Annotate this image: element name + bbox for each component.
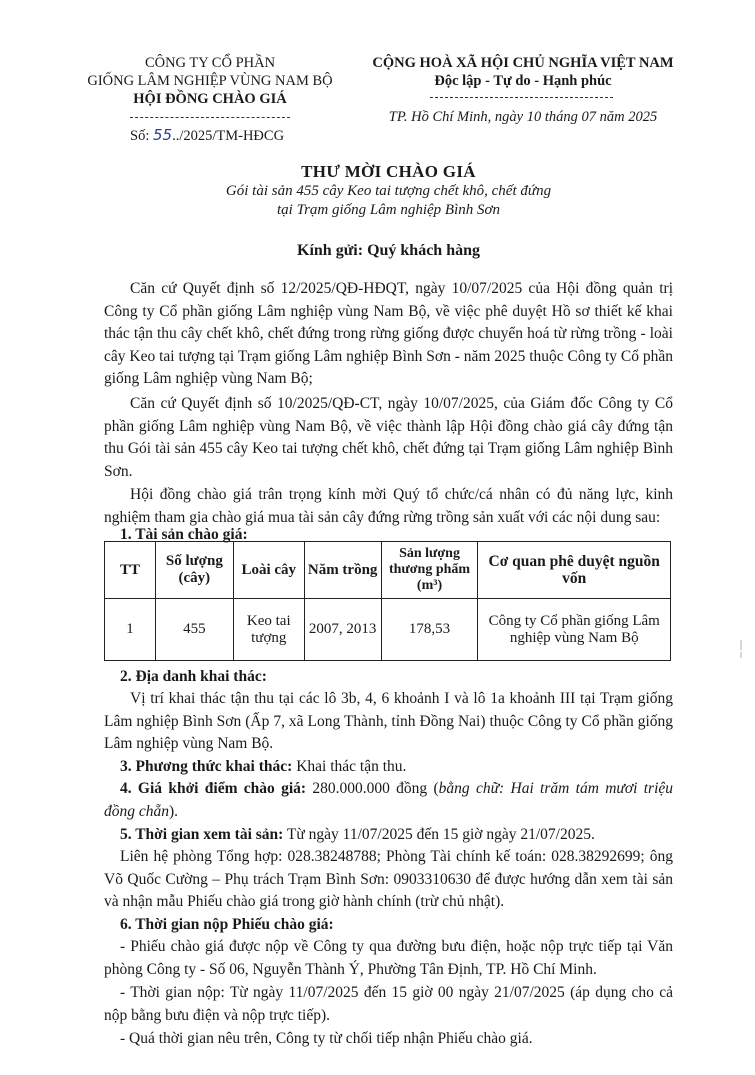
council-name: HỘI ĐỒNG CHÀO GIÁ (133, 91, 287, 107)
col-approving-agency: Cơ quan phê duyệt nguồn vốn (478, 542, 671, 599)
letter-subtitle-line1: Gói tài sản 455 cây Keo tai tượng chết khô, chết đứng (225, 183, 552, 199)
paragraph-invitation: Hội đồng chào giá trân trọng kính mời Quý tổ chức/cá nhân có đủ năng lực, kinh nghiệm tham gia chào giá mua tài sản cây đứng rừng trồng sản xuất với các nội dung sau: (104, 486, 673, 526)
place-date: TP. Hồ Chí Minh, ngày 10 tháng 07 năm 2025 (388, 109, 658, 125)
table-row (105, 599, 671, 661)
section-3: 3. Phương thức khai thác: Khai thác tận thu. (120, 758, 407, 775)
scan-mark (740, 652, 742, 658)
org-name-line2: GIỐNG LÂM NGHIỆP VÙNG NAM BỘ (87, 73, 333, 89)
left-header-divider (130, 117, 290, 118)
section-4: 4. Giá khởi điểm chào giá: 280.000.000 đồng (bằng chữ: Hai trăm tám mươi triệu đồng chẵn). (104, 780, 673, 820)
cell-approving-agency: Công ty Cổ phần giống Lâm nghiệp vùng Nam Bộ (478, 599, 671, 661)
section-5: 5. Thời gian xem tài sản: Từ ngày 11/07/2025 đến 15 giờ ngày 21/07/2025. (120, 826, 595, 843)
recipient-line: Kính gửi: Quý khách hàng (297, 242, 480, 259)
section-2-text: Vị trí khai thác tận thu tại các lô 3b, 4, 6 khoảnh I và lô 1a khoảnh III tại Trạm giống Lâm nghiệp Bình Sơn (Ấp 7, xã Long Thành, tỉnh Đồng Nai) thuộc Công ty Cổ phần giống Lâm nghiệp vùng Nam Bộ. (104, 690, 673, 753)
col-quantity: Số lượng (cây) (155, 542, 233, 599)
cell-tt: 1 (105, 599, 156, 661)
section-2-heading: 2. Địa danh khai thác: (120, 668, 267, 685)
cell-volume: 178,53 (381, 599, 478, 661)
section-6-item-3: - Quá thời gian nêu trên, Công ty từ chối tiếp nhận Phiếu chào giá. (120, 1030, 533, 1047)
right-header-divider (430, 97, 613, 98)
section-5-contact: Liên hệ phòng Tổng hợp: 028.38248788; Phòng Tài chính kế toán: 028.38292699; ông Võ Quốc Cường – Phụ trách Trạm Bình Sơn: 0903310630 để được hướng dẫn xem tài sản và nhận mẫu Phiếu chào giá trong giờ hành chính (trừ chủ nhật). (104, 848, 673, 911)
paragraph-decision-1: Căn cứ Quyết định số 12/2025/QĐ-HĐQT, ngày 10/07/2025 của Hội đồng quản trị Công ty Cổ phần giống Lâm nghiệp vùng Nam Bộ, về việc phê duyệt Hồ sơ thiết kế khai thác tận thu cây chết khô, chết đứng trong rừng giống được chuyển hoá từ rừng trồng - loài cây Keo tai tượng tại Trạm giống Lâm nghiệp Bình Sơn - năm 2025 thuộc Công ty Cổ phần giống Lâm nghiệp vùng Nam Bộ; (104, 280, 673, 388)
letter-title: THƯ MỜI CHÀO GIÁ (301, 162, 476, 181)
section-6-heading: 6. Thời gian nộp Phiếu chào giá: (120, 916, 334, 933)
col-planting-year: Năm trồng (304, 542, 381, 599)
section-6-item-2: - Thời gian nộp: Từ ngày 11/07/2025 đến 15 giờ 00 ngày 21/07/2025 (áp dụng cho cả nộp bằng bưu điện và nộp trực tiếp). (104, 984, 673, 1024)
asset-table (104, 541, 671, 661)
cell-quantity: 455 (155, 599, 233, 661)
paragraph-decision-2: Căn cứ Quyết định số 10/2025/QĐ-CT, ngày 10/07/2025, của Giám đốc Công ty Cổ phần giống Lâm nghiệp vùng Nam Bộ, về việc thành lập Hội đồng chào giá cây đứng tận thu Gói tài sản 455 cây Keo tai tượng chết khô, chết đứng tại Trạm giống Lâm nghiệp Bình Sơn. (104, 395, 673, 480)
col-volume: Sản lượng thương phẩm (m³) (381, 542, 478, 599)
org-name-line1: CÔNG TY CỔ PHẦN (144, 55, 276, 71)
section-1-heading: 1. Tài sản chào giá: (120, 526, 248, 543)
document-number: Số: 55../2025/TM-HĐCG (130, 126, 285, 144)
col-species: Loài cây (233, 542, 304, 599)
scan-mark (740, 640, 742, 650)
col-tt: TT (105, 542, 156, 599)
nation-motto: Độc lập - Tự do - Hạnh phúc (434, 73, 612, 89)
table-header-row (105, 542, 671, 599)
cell-species: Keo tai tượng (233, 599, 304, 661)
section-6-item-1: - Phiếu chào giá được nộp về Công ty qua đường bưu điện, hoặc nộp trực tiếp tại Văn phòng Công ty - Số 06, Nguyễn Thành Ý, Phường Tân Định, TP. Hồ Chí Minh. (104, 938, 673, 978)
handwritten-number: 55 (152, 126, 173, 144)
letter-subtitle-line2: tại Trạm giống Lâm nghiệp Bình Sơn (276, 202, 501, 218)
cell-planting-year: 2007, 2013 (304, 599, 381, 661)
nation-title: CỘNG HOÀ XÃ HỘI CHỦ NGHĨA VIỆT NAM (372, 55, 674, 71)
